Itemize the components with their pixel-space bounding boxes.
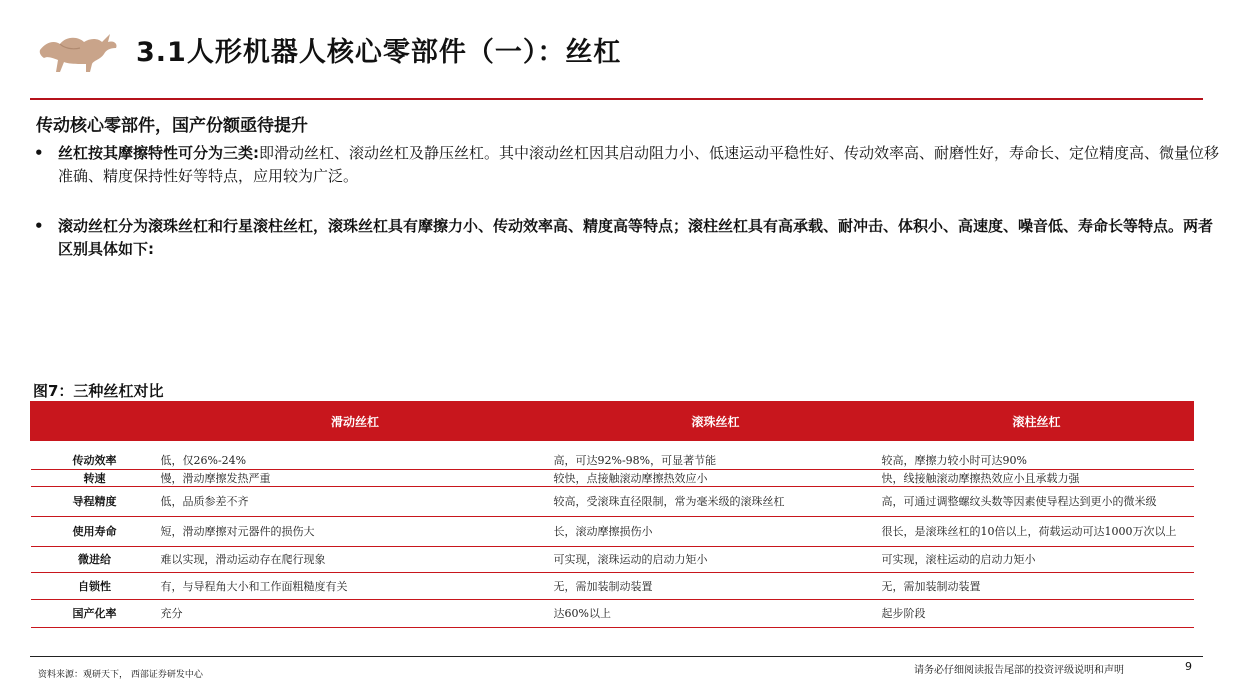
table-cell: 短，滑动摩擦对元器件的损伤大 — [159, 517, 552, 547]
table-row — [31, 441, 1194, 470]
row-label: 转速 — [31, 470, 159, 487]
table-cell: 低，仅26%-24% — [159, 441, 552, 470]
table-cell: 无，需加装制动装置 — [552, 573, 880, 600]
table-header-row — [31, 402, 1194, 441]
table-cell: 低，品质参差不齐 — [159, 487, 552, 517]
row-label: 传动效率 — [31, 441, 159, 470]
bullet-marker: • — [34, 217, 44, 235]
figure-caption: 图7：三种丝杠对比 — [33, 382, 164, 400]
table-cell: 较高，受滚珠直径限制，常为毫米级的滚珠丝杠 — [552, 487, 880, 517]
table-row — [31, 487, 1194, 517]
source-note: 资料来源：观研天下， 西部证券研发中心 — [38, 670, 203, 680]
table-cell: 有，与导程角大小和工作面粗糙度有关 — [159, 573, 552, 600]
row-label: 导程精度 — [31, 487, 159, 517]
bull-logo-icon — [38, 28, 120, 74]
bullet-rolling-screw — [34, 215, 1220, 261]
column-header: 滚柱丝杠 — [880, 402, 1194, 441]
table-cell: 充分 — [159, 600, 552, 628]
table-cell: 起步阶段 — [880, 600, 1194, 628]
column-header: 滚珠丝杠 — [552, 402, 880, 441]
page-number: 9 — [1185, 660, 1192, 673]
table-row — [31, 547, 1194, 573]
table-row — [31, 517, 1194, 547]
table-row — [31, 600, 1194, 628]
bullet-text — [34, 142, 1220, 188]
table-cell: 高，可达92%-98%，可显著节能 — [552, 441, 880, 470]
table-cell: 可实现，滚柱运动的启动力矩小 — [880, 547, 1194, 573]
bullet-lead: 丝杠按其摩擦特性可分为三类: — [58, 144, 259, 162]
row-label: 使用寿命 — [31, 517, 159, 547]
disclaimer-note: 请务必仔细阅读报告尾部的投资评级说明和声明 — [914, 665, 1124, 676]
table-cell: 较高，摩擦力较小时可达90% — [880, 441, 1194, 470]
table-row — [31, 573, 1194, 600]
page-title: 3.1人形机器人核心零部件（一）：丝杠 — [136, 37, 622, 68]
title-divider — [30, 98, 1203, 100]
bullet-body: 即滑动丝杠、滚动丝杠及静压丝杠。其中滚动丝杠因其启动阻力小、低速运动平稳性好、传动效率高、耐磨性好，寿命长、定位精度高、微量位移准确、精度保持性好等特点，应用较为广泛。 — [58, 144, 1220, 185]
table-cell: 无，需加装制动装置 — [880, 573, 1194, 600]
table-cell: 难以实现，滑动运动存在爬行现象 — [159, 547, 552, 573]
table-cell: 快，线接触滚动摩擦热效应小且承载力强 — [880, 470, 1194, 487]
bullet-body: 滚动丝杠分为滚珠丝杠和行星滚柱丝杠，滚珠丝杠具有摩擦力小、传动效率高、精度高等特点；滚柱丝杠具有高承载、耐冲击、体积小、高速度、噪音低、寿命长等特点。两者区别具体如下: — [58, 217, 1214, 258]
row-label: 自锁性 — [31, 573, 159, 600]
column-header: 滑动丝杠 — [159, 402, 552, 441]
table-cell: 达60%以上 — [552, 600, 880, 628]
row-label: 国产化率 — [31, 600, 159, 628]
table-cell: 很长，是滚珠丝杠的10倍以上，荷载运动可达1000万次以上 — [880, 517, 1194, 547]
footer-divider — [30, 656, 1203, 657]
column-header — [31, 402, 159, 441]
section-heading: 传动核心零部件，国产份额亟待提升 — [36, 116, 308, 136]
comparison-table — [30, 401, 1194, 628]
table-cell: 可实现，滚珠运动的启动力矩小 — [552, 547, 880, 573]
table-cell: 长，滚动摩擦损伤小 — [552, 517, 880, 547]
bullet-marker: • — [34, 144, 44, 162]
bullet-text — [34, 215, 1220, 261]
table-cell: 慢，滑动摩擦发热严重 — [159, 470, 552, 487]
row-label: 微进给 — [31, 547, 159, 573]
table-cell: 较快，点接触滚动摩擦热效应小 — [552, 470, 880, 487]
table-row — [31, 470, 1194, 487]
table-cell: 高，可通过调整螺纹头数等因素使导程达到更小的微米级 — [880, 487, 1194, 517]
bullet-friction-types — [34, 142, 1220, 188]
